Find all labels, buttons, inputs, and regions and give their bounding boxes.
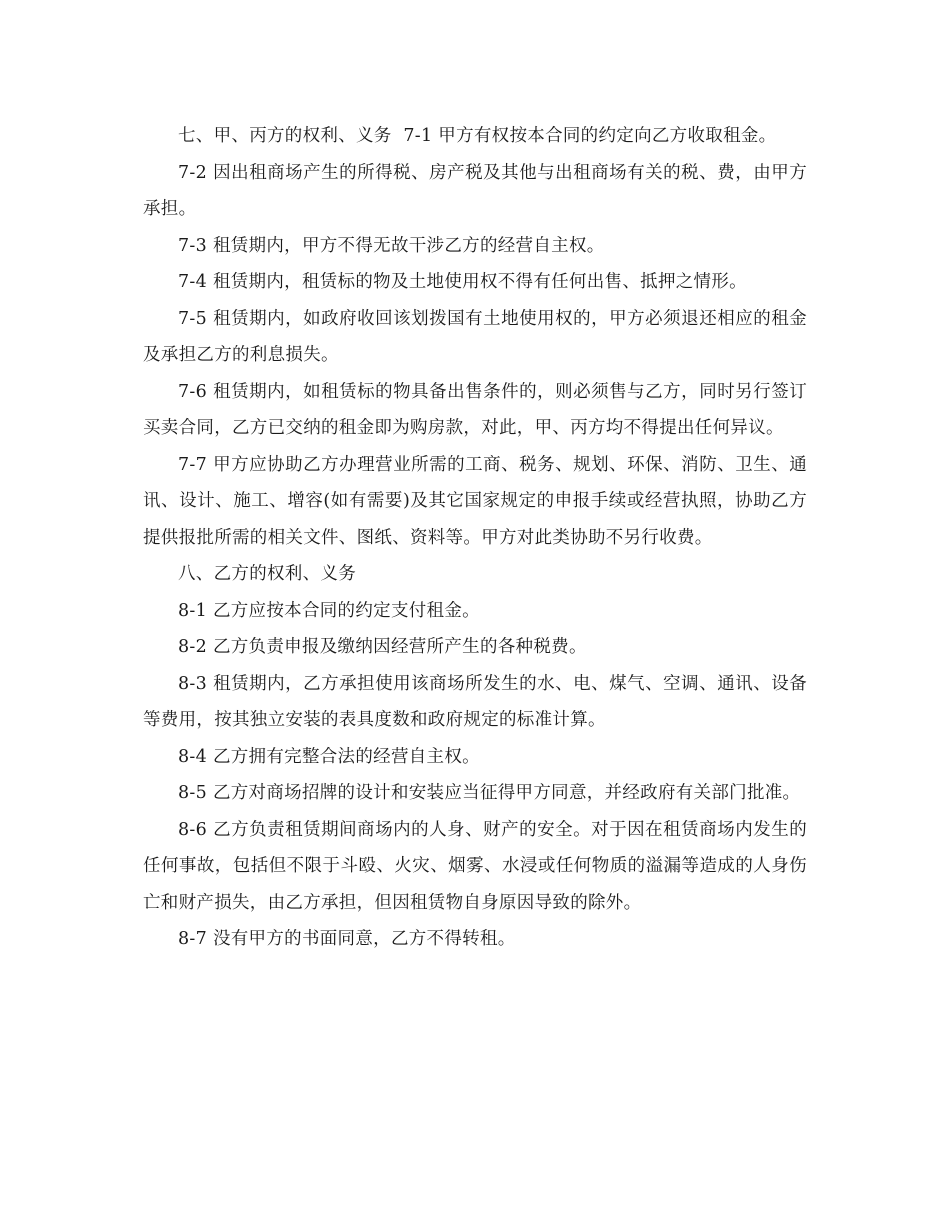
clause-8-6: 8-6 乙方负责租赁期间商场内的人身、财产的安全。对于因在租赁商场内发生的任何事故，包括但不限于斗殴、火灾、烟雾、水浸或任何物质的溢漏等造成的人身伤亡和财产损失，由乙方承担，但因租赁物自身原因导致的除外。 (143, 819, 807, 913)
document-page (143, 118, 807, 958)
clause-8-3: 8-3 租赁期内，乙方承担使用该商场所发生的水、电、煤气、空调、通讯、设备等费用，按其独立安装的表具度数和政府规定的标准计算。 (143, 673, 807, 730)
clause-8-5: 8-5 乙方对商场招牌的设计和安装应当征得甲方同意，并经政府有关部门批准。 (178, 783, 801, 803)
clause-8-4: 8-4 乙方拥有完整合法的经营自主权。 (178, 746, 480, 767)
section-8-heading: 八、乙方的权利、义务 (178, 564, 356, 584)
clause-8-7: 8-7 没有甲方的书面同意，乙方不得转租。 (178, 929, 516, 949)
clause-7-7: 7-7 甲方应协助乙方办理营业所需的工商、税务、规划、环保、消防、卫生、通讯、设计、施工、增容(如有需要)及其它国家规定的申报手续或经营执照，协助乙方提供报批所需的相关文件、图纸、资料等。甲方对此类协助不另行收费。 (143, 454, 807, 548)
clause-8-1: 8-1 乙方应按本合同的约定支付租金。 (178, 600, 480, 621)
clause-7-4: 7-4 租赁期内，租赁标的物及土地使用权不得有任何出售、抵押之情形。 (178, 272, 747, 292)
clause-8-2: 8-2 乙方负责申报及缴纳因经营所产生的各种税费。 (178, 637, 587, 657)
clause-7-6: 7-6 租赁期内，如租赁标的物具备出售条件的，则必须售与乙方，同时另行签订买卖合同，乙方已交纳的租金即为购房款，对此，甲、丙方均不得提出任何异议。 (143, 381, 807, 438)
clause-7-3: 7-3 租赁期内，甲方不得无故干涉乙方的经营自主权。 (178, 235, 605, 256)
clause-7-5: 7-5 租赁期内，如政府收回该划拨国有土地使用权的，甲方必须退还相应的租金及承担乙方的利息损失。 (143, 308, 807, 365)
section-7-heading-clause-7-1: 七、甲、丙方的权利、义务 7-1 甲方有权按本合同的约定向乙方收取租金。 (178, 126, 777, 146)
clause-7-2: 7-2 因出租商场产生的所得税、房产税及其他与出租商场有关的税、费，由甲方承担。 (143, 162, 807, 219)
